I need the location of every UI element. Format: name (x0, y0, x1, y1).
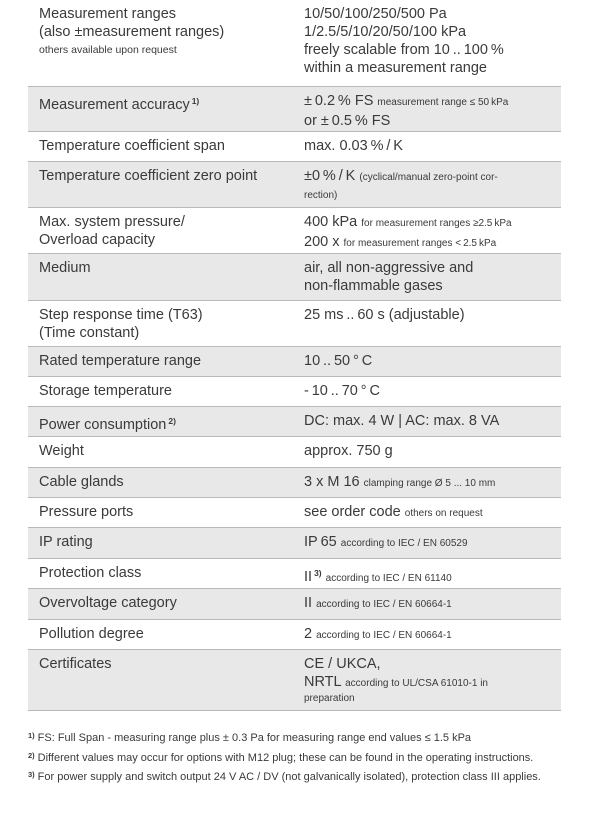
row-label: Storage temperature (39, 383, 172, 399)
spec-row-storage-temperature (28, 377, 561, 407)
spec-row-power-consumption (28, 407, 561, 437)
spec-row-ip-rating (28, 528, 561, 559)
row-label (28, 301, 293, 346)
row-label: Certificates (39, 656, 112, 672)
row-value (293, 498, 561, 527)
row-value-note: preparation (304, 693, 355, 704)
row-value-main: ± 0.2 % FS (304, 93, 374, 109)
row-value-line: non-flammable gases (304, 278, 443, 294)
spec-table (28, 0, 561, 711)
row-value (293, 87, 561, 131)
row-value-note: for measurement ranges < 2.5 kPa (343, 238, 497, 249)
row-value-note: according to IEC / EN 61140 (325, 573, 452, 584)
row-value-main: 3 x M 16 (304, 474, 360, 490)
spec-row-max-system-pressure (28, 208, 561, 254)
row-value (293, 0, 561, 86)
row-value-main: ±0 % / K (304, 168, 356, 184)
row-label: Cable glands (39, 474, 124, 490)
spec-row-measurement-accuracy (28, 87, 561, 132)
row-value (293, 162, 561, 207)
row-value (293, 528, 561, 558)
row-label (28, 208, 293, 253)
row-label-line: (Time constant) (39, 325, 140, 341)
spec-row-weight (28, 437, 561, 468)
spec-row-pressure-ports (28, 498, 561, 528)
footnote-marker: 1) (28, 731, 35, 740)
row-label: Protection class (39, 565, 142, 581)
row-label: Pressure ports (39, 504, 134, 520)
row-value-line: air, all non-aggressive and (304, 260, 474, 276)
row-value (293, 468, 561, 497)
footnote-text: FS: Full Span - measuring range plus ± 0.3 Pa for measuring range end values ≤ 1.5 kPa (37, 732, 472, 744)
row-value-note: (cyclical/manual zero-point cor- (359, 172, 498, 183)
footnote-2 (28, 750, 568, 765)
row-label: IP rating (39, 534, 93, 550)
footnote-3 (28, 769, 568, 784)
row-value: 25 ms .. 60 s (adjustable) (304, 307, 465, 323)
row-value-line: 1/2.5/5/10/20/50/100 kPa (304, 24, 467, 40)
row-value (293, 589, 561, 619)
spec-row-temp-coefficient-zero (28, 162, 561, 208)
row-label-line: Overload capacity (39, 232, 156, 248)
row-label-text: Measurement accuracy (39, 97, 190, 113)
footnote-marker: 3) (314, 568, 322, 578)
row-value (293, 650, 561, 710)
row-label-line: Max. system pressure/ (39, 214, 185, 230)
row-value-note: measurement range ≤ 50 kPa (377, 97, 509, 108)
row-label (28, 0, 293, 86)
spec-row-pollution-degree (28, 620, 561, 650)
row-value-line: within a measurement range (304, 60, 487, 76)
row-value-line: 10/50/100/250/500 Pa (304, 6, 447, 22)
row-label-line: Measurement ranges (39, 6, 177, 22)
row-value-note: others on request (404, 508, 483, 519)
row-value-note: according to IEC / EN 60664-1 (316, 630, 452, 641)
row-value (293, 559, 561, 588)
row-value: max. 0.03 % / K (304, 138, 403, 154)
row-value-line: CE / UKCA, (304, 656, 381, 672)
row-value-main: IP 65 (304, 534, 337, 550)
footnote-text: For power supply and switch output 24 V AC / DV (not galvanically isolated), protection class III applies. (37, 771, 541, 783)
footnote-marker: 1) (191, 96, 200, 106)
row-label-text: Power consumption (39, 417, 167, 433)
footnotes (28, 730, 568, 789)
row-label: Rated temperature range (39, 353, 202, 369)
row-label (28, 407, 293, 436)
row-value-main: 400 kPa (304, 214, 358, 230)
row-value-line: or ± 0.5 % FS (304, 113, 391, 129)
row-value-note: for measurement ranges ≥2.5 kPa (361, 218, 512, 229)
row-value-main: see order code (304, 504, 401, 520)
row-value-note: according to UL/CSA 61010-1 in (345, 678, 488, 689)
footnote-marker: 2) (168, 416, 176, 426)
row-value: approx. 750 g (304, 443, 393, 459)
row-value-main: II (304, 569, 313, 585)
spec-row-measurement-ranges (28, 0, 561, 87)
spec-row-rated-temperature (28, 347, 561, 377)
row-label: Pollution degree (39, 626, 144, 642)
row-label: Weight (39, 443, 84, 459)
row-label-note: others available upon request (39, 44, 177, 56)
row-value-note: clamping range Ø 5 ... 10 mm (363, 478, 496, 489)
footnote-marker: 2) (28, 750, 35, 760)
row-value (293, 208, 561, 253)
row-value-main: 2 (304, 626, 313, 642)
row-label: Temperature coefficient span (39, 138, 225, 154)
row-label: Temperature coefficient zero point (39, 168, 258, 184)
footnote-text: Different values may occur for options with M12 plug; these can be found in the operating instructions. (37, 751, 534, 764)
row-label: Medium (39, 260, 91, 276)
row-value (293, 620, 561, 649)
row-label (28, 87, 293, 131)
row-value: - 10 .. 70 ° C (304, 383, 380, 399)
spec-row-certificates (28, 650, 561, 711)
spec-row-medium (28, 254, 561, 301)
row-value (293, 254, 561, 300)
spec-row-overvoltage-category (28, 589, 561, 620)
row-value-note: according to IEC / EN 60664-1 (316, 599, 452, 610)
spec-row-protection-class (28, 559, 561, 589)
footnote-marker: 3) (28, 770, 35, 779)
row-label-line: (also ±measurement ranges) (39, 24, 225, 40)
row-value-note: according to IEC / EN 60529 (340, 538, 468, 549)
row-label-line: Step response time (T63) (39, 307, 203, 323)
spec-row-step-response (28, 301, 561, 347)
footnote-1 (28, 730, 568, 745)
row-label: Overvoltage category (39, 595, 177, 611)
row-value-main: 200 x (304, 234, 340, 250)
spec-row-temp-coefficient-span (28, 132, 561, 162)
row-value-line: freely scalable from 10 .. 100 % (304, 42, 504, 58)
row-value-main: NRTL (304, 674, 342, 690)
row-value-main: II (304, 595, 313, 611)
row-value: DC: max. 4 W | AC: max. 8 VA (304, 413, 500, 429)
row-value: 10 .. 50 ° C (304, 353, 373, 369)
spec-row-cable-glands (28, 468, 561, 498)
row-value-note: rection) (304, 190, 338, 201)
